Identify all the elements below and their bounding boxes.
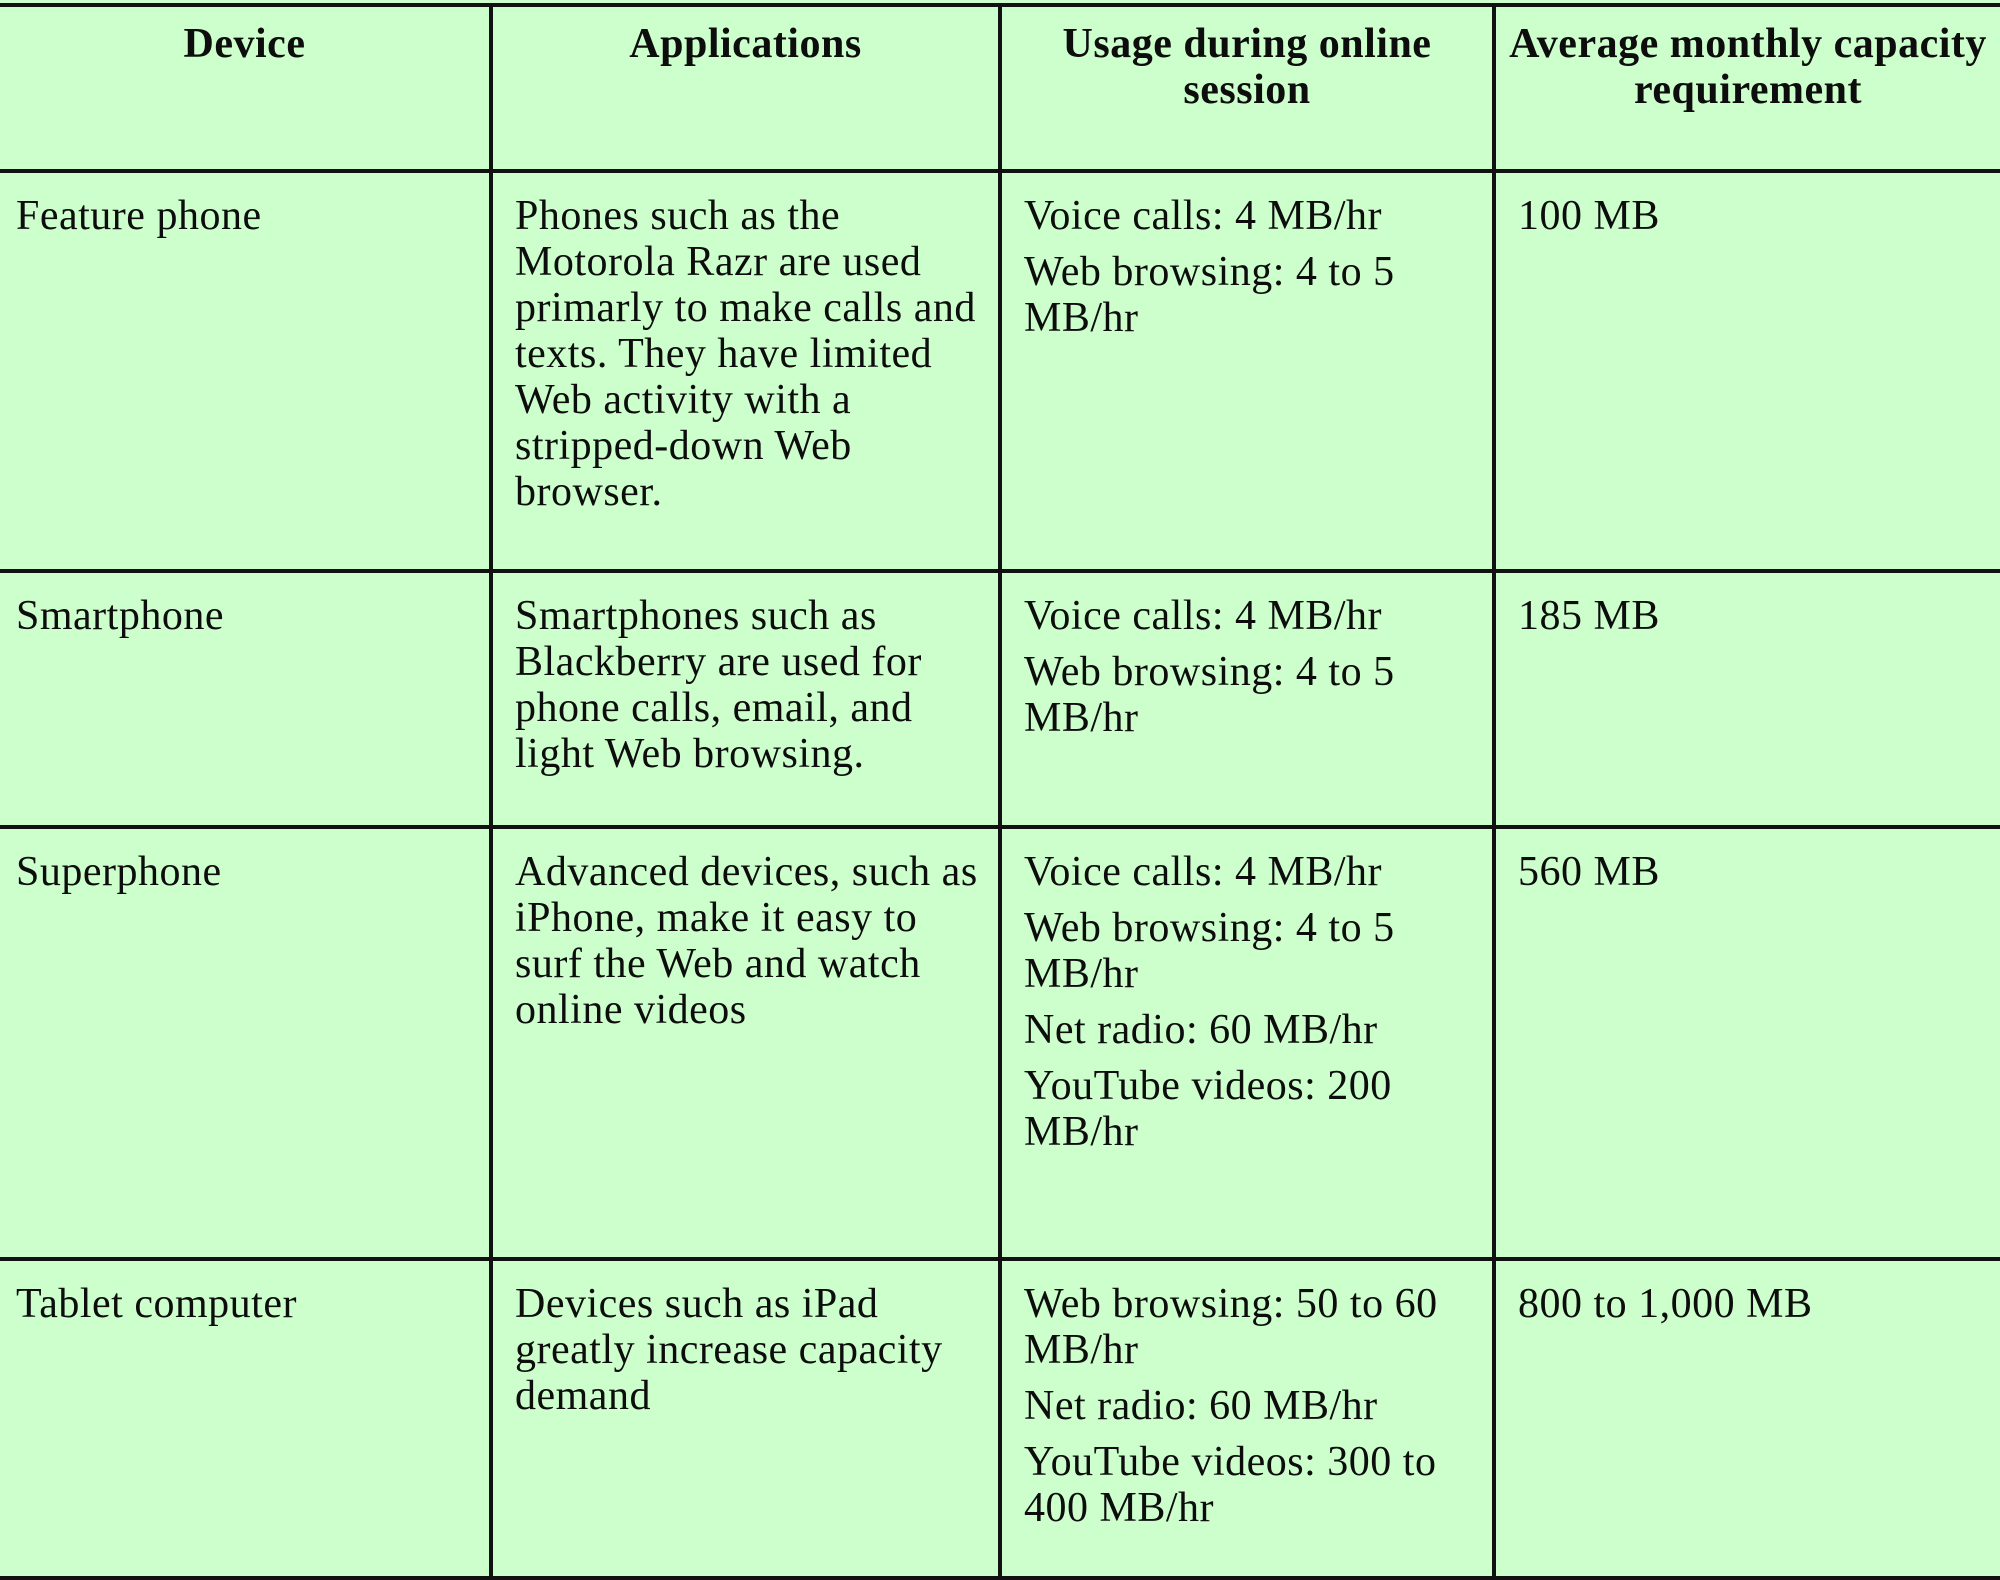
- capacity-cell: 185 MB: [1494, 571, 2000, 827]
- usage-item: Web browsing: 50 to 60 MB/hr: [1024, 1281, 1438, 1373]
- table-row: [0, 827, 2000, 1259]
- applications-cell: Advanced devices, such as iPhone, make it easy to surf the Web and watch online videos: [491, 827, 1000, 1259]
- device-cell: Tablet computer: [0, 1259, 491, 1578]
- usage-cell: [1000, 171, 1494, 571]
- usage-item: Web browsing: 4 to 5 MB/hr: [1024, 249, 1395, 341]
- table-row: [0, 1259, 2000, 1578]
- header-device: Device: [0, 5, 491, 171]
- capacity-cell: 560 MB: [1494, 827, 2000, 1259]
- device-cell: Superphone: [0, 827, 491, 1259]
- usage-item: Net radio: 60 MB/hr: [1024, 1007, 1378, 1053]
- capacity-cell: 100 MB: [1494, 171, 2000, 571]
- usage-item: YouTube videos: 300 to 400 MB/hr: [1024, 1439, 1437, 1531]
- header-row: [0, 5, 2000, 171]
- header-capacity: Average monthly capacity requirement: [1494, 5, 2000, 171]
- usage-item: Net radio: 60 MB/hr: [1024, 1383, 1378, 1429]
- header-applications: Applications: [491, 5, 1000, 171]
- header-usage: Usage during online session: [1000, 5, 1494, 171]
- device-cell: Smartphone: [0, 571, 491, 827]
- usage-item: Voice calls: 4 MB/hr: [1024, 849, 1383, 895]
- applications-cell: Phones such as the Motorola Razr are used primarly to make calls and texts. They have limited Web activity with a stripped-down Web browser.: [491, 171, 1000, 571]
- usage-cell: [1000, 1259, 1494, 1578]
- device-capacity-table: [0, 3, 2000, 1580]
- device-cell: Feature phone: [0, 171, 491, 571]
- usage-item: Web browsing: 4 to 5 MB/hr: [1024, 905, 1395, 997]
- usage-cell: [1000, 571, 1494, 827]
- capacity-cell: 800 to 1,000 MB: [1494, 1259, 2000, 1578]
- table-row: [0, 571, 2000, 827]
- usage-item: Voice calls: 4 MB/hr: [1024, 593, 1383, 639]
- usage-item: Web browsing: 4 to 5 MB/hr: [1024, 649, 1395, 741]
- usage-item: YouTube videos: 200 MB/hr: [1024, 1063, 1392, 1155]
- applications-cell: Devices such as iPad greatly increase capacity demand: [491, 1259, 1000, 1578]
- applications-cell: Smartphones such as Blackberry are used for phone calls, email, and light Web browsing.: [491, 571, 1000, 827]
- table-row: [0, 171, 2000, 571]
- usage-cell: [1000, 827, 1494, 1259]
- usage-item: Voice calls: 4 MB/hr: [1024, 193, 1383, 239]
